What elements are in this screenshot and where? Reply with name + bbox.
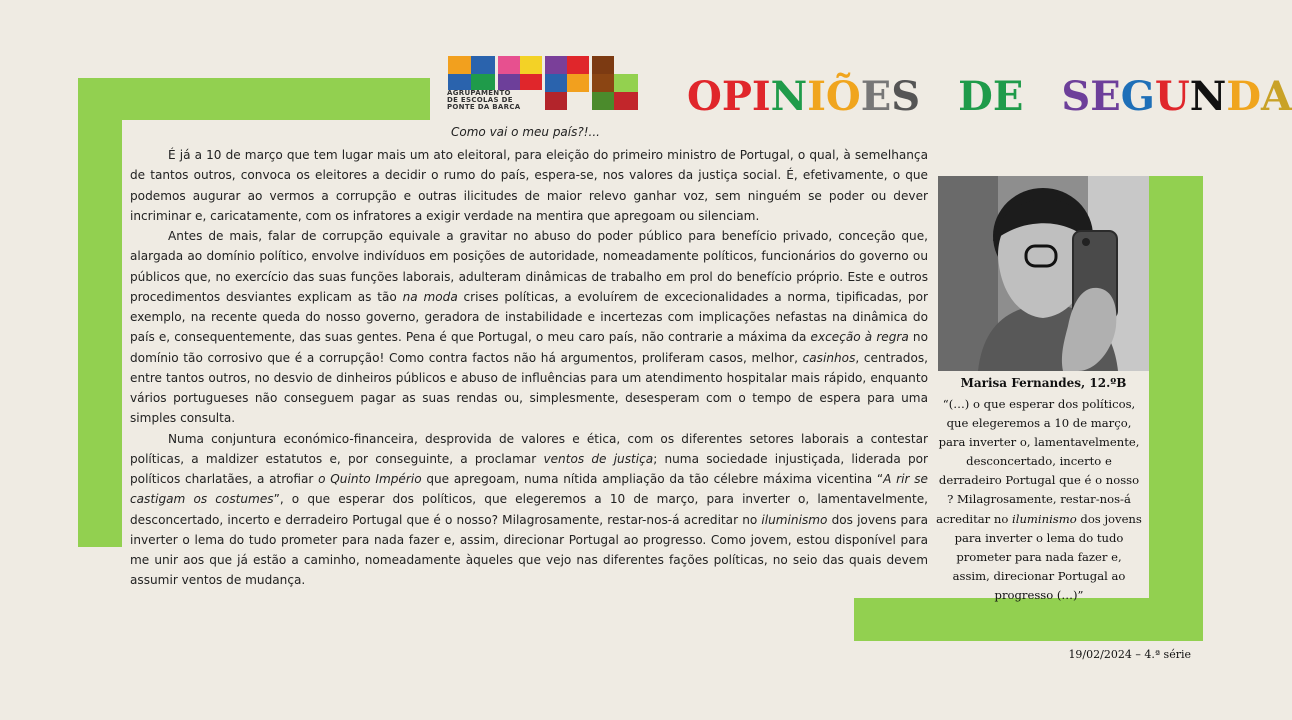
title-letter: N: [770, 73, 808, 120]
text-run: no domínio tão corrosivo que é a corrupção! Como contra factos não há argumentos, proliferam casos, melhor,: [130, 330, 928, 365]
italic-text: iluminismo: [1012, 511, 1077, 526]
title-letter: E: [1090, 73, 1121, 120]
logo-tile: [448, 74, 471, 90]
logo-tile: [520, 74, 542, 90]
text-run: dos jovens para inverter o lema do tudo prometer para nada fazer e, assim, direcionar Portugal ao progresso (…)”: [952, 511, 1142, 602]
title-letter: G: [1120, 73, 1155, 120]
title-letter: E: [860, 73, 892, 120]
title-letter: I: [751, 73, 771, 120]
text-run: ”, o que esperar dos políticos, que elegeremos a 10 de março, para inverter o, lamentavelmente, desconcertado, incerto e derradeiro Portugal que é o nosso? Milagrosamente, restar-nos-á acreditar no: [130, 492, 928, 527]
author-name: Marisa Fernandes, 12.ºB: [960, 376, 1127, 390]
footer-date: 19/02/2024 – 4.ª série: [1068, 648, 1191, 661]
article-paragraph: [130, 429, 928, 591]
italic-text: A rir se castigam os costumes: [130, 472, 928, 507]
article-body: [130, 145, 928, 591]
text-run: crises políticas, a evoluírem de excecionalidades a norma, tipificadas, por exemplo, na recente queda do nosso governo, geradora de instabilidade e incertezas com implicações nefastas na dinâmica do país e, consequentemente, das suas gentes. Pena é que Portugal, o meu caro país, não contrarie a máxima da: [130, 289, 928, 345]
title-letter: D: [958, 73, 993, 120]
text-run: “(…) o que esperar dos políticos, que elegeremos a 10 de março, para inverter o, lamentavelmente, desconcertado, incerto e derradeiro Portugal que é o nosso ? Milagrosamente, restar-nos-á acreditar no: [936, 397, 1140, 526]
text-run: dos jovens para inverter o lema do tudo prometer para nada fazer e, assim, direcionar Portugal ao progresso. Como jovem, estou disponível para me unir aos que já estão a caminho, nomeadamente àqueles que vejo nas diferentes fações políticas, no seio das quais devem assumir ventos de mudança.: [130, 512, 929, 588]
italic-text: iluminismo: [761, 512, 828, 527]
title-letter: O: [687, 73, 722, 120]
logo-tile: [592, 56, 614, 74]
logo-tile: [592, 92, 614, 110]
logo-tile: [545, 74, 567, 92]
text-run: ; numa sociedade injustiçada, liderada por políticos charlatães, a atrofiar: [130, 451, 928, 486]
logo-text-line: DE ESCOLAS DE: [447, 96, 513, 104]
logo-tile: [545, 56, 567, 74]
logo-text-line: AGRUPAMENTO: [447, 89, 511, 97]
text-run: , centrados, entre tantos outros, no desvio de dinheiros públicos e abuso de influências para um atendimento hospitalar mais rápido, enquanto vários portugueses não conseguem pagar as suas rendas ou, simplesmente, desesperam com o tempo de espera para uma simples consulta.: [130, 350, 929, 426]
logo-tile: [592, 74, 614, 92]
author-photo: [938, 176, 1149, 371]
logo-text: [447, 90, 539, 111]
logo-tile: [471, 74, 495, 90]
title-letter: U: [1154, 73, 1190, 120]
italic-text: exceção à regra: [810, 330, 909, 345]
logo-tile: [498, 74, 520, 90]
italic-text: o Quinto Império: [318, 472, 422, 486]
logo-tile: [545, 92, 567, 110]
title-letter: D: [1226, 73, 1262, 120]
logo-tile: [448, 56, 471, 74]
text-run: que apregoam, numa nítida ampliação da tão célebre máxima vicentina “: [421, 472, 884, 486]
text-run: Numa conjuntura económico-financeira, desprovida de valores e ética, com os diferentes setores laborais a contestar políticas, a maldizer estatutos e, por conseguinte, a proclamar: [130, 431, 928, 466]
title-letter: E: [992, 73, 1024, 120]
italic-text: ventos de justiça: [543, 451, 654, 466]
title-letter: I: [807, 73, 826, 120]
text-run: É já a 10 de março que tem lugar mais um ato eleitoral, para eleição do primeiro ministro de Portugal, o qual, à semelhança de tantos outros, convoca os eleitores a decidir o rumo do país, espera-se, nos valores da justiça social. É, efetivamente, o que podemos augurar ao vermos a corrupção e outras ilicitudes de maior relevo ganhar voz, sem ninguém se poder ou dever incriminar e, caricatamente, com os infratores a exigir verdade na mentira que apregoam ou silenciam.: [130, 148, 928, 223]
logo-text-line: PONTE DA BARCA: [447, 103, 521, 111]
article-paragraph: [130, 226, 928, 429]
logo-tile: [471, 56, 495, 74]
italic-text: casinhos: [802, 350, 856, 365]
logo-tile: [614, 74, 638, 92]
title-letter: N: [1189, 73, 1227, 120]
title-letter: S: [891, 73, 921, 120]
article-title: Como vai o meu país?!...: [451, 125, 600, 139]
newsletter-title: [687, 72, 1292, 122]
pull-quote: [936, 395, 1142, 605]
logo-tile: [614, 92, 638, 110]
logo-tile: [498, 56, 520, 74]
logo-tile: [520, 56, 542, 74]
title-letter: Õ: [825, 73, 861, 120]
text-run: Antes de mais, falar de corrupção equivale a gravitar no abuso do poder público para benefício privado, conceção que, alargada ao domínio político, envolve indivíduos em posições de autoridade, nomeadamente políticos, funcionários do governo ou públicos que, no exercício das suas funções laborais, adulteram dinâmicas de trabalho em prol do benefício próprio. Este e outros procedimentos desviantes explicam as tão: [130, 229, 928, 304]
article-paragraph: [130, 145, 928, 226]
title-letter: S: [1061, 73, 1091, 120]
logo-tile: [567, 56, 589, 74]
title-letter: P: [721, 73, 752, 120]
logo-tile: [567, 74, 589, 92]
italic-text: na moda: [402, 289, 458, 304]
title-letter: A: [1261, 73, 1292, 120]
